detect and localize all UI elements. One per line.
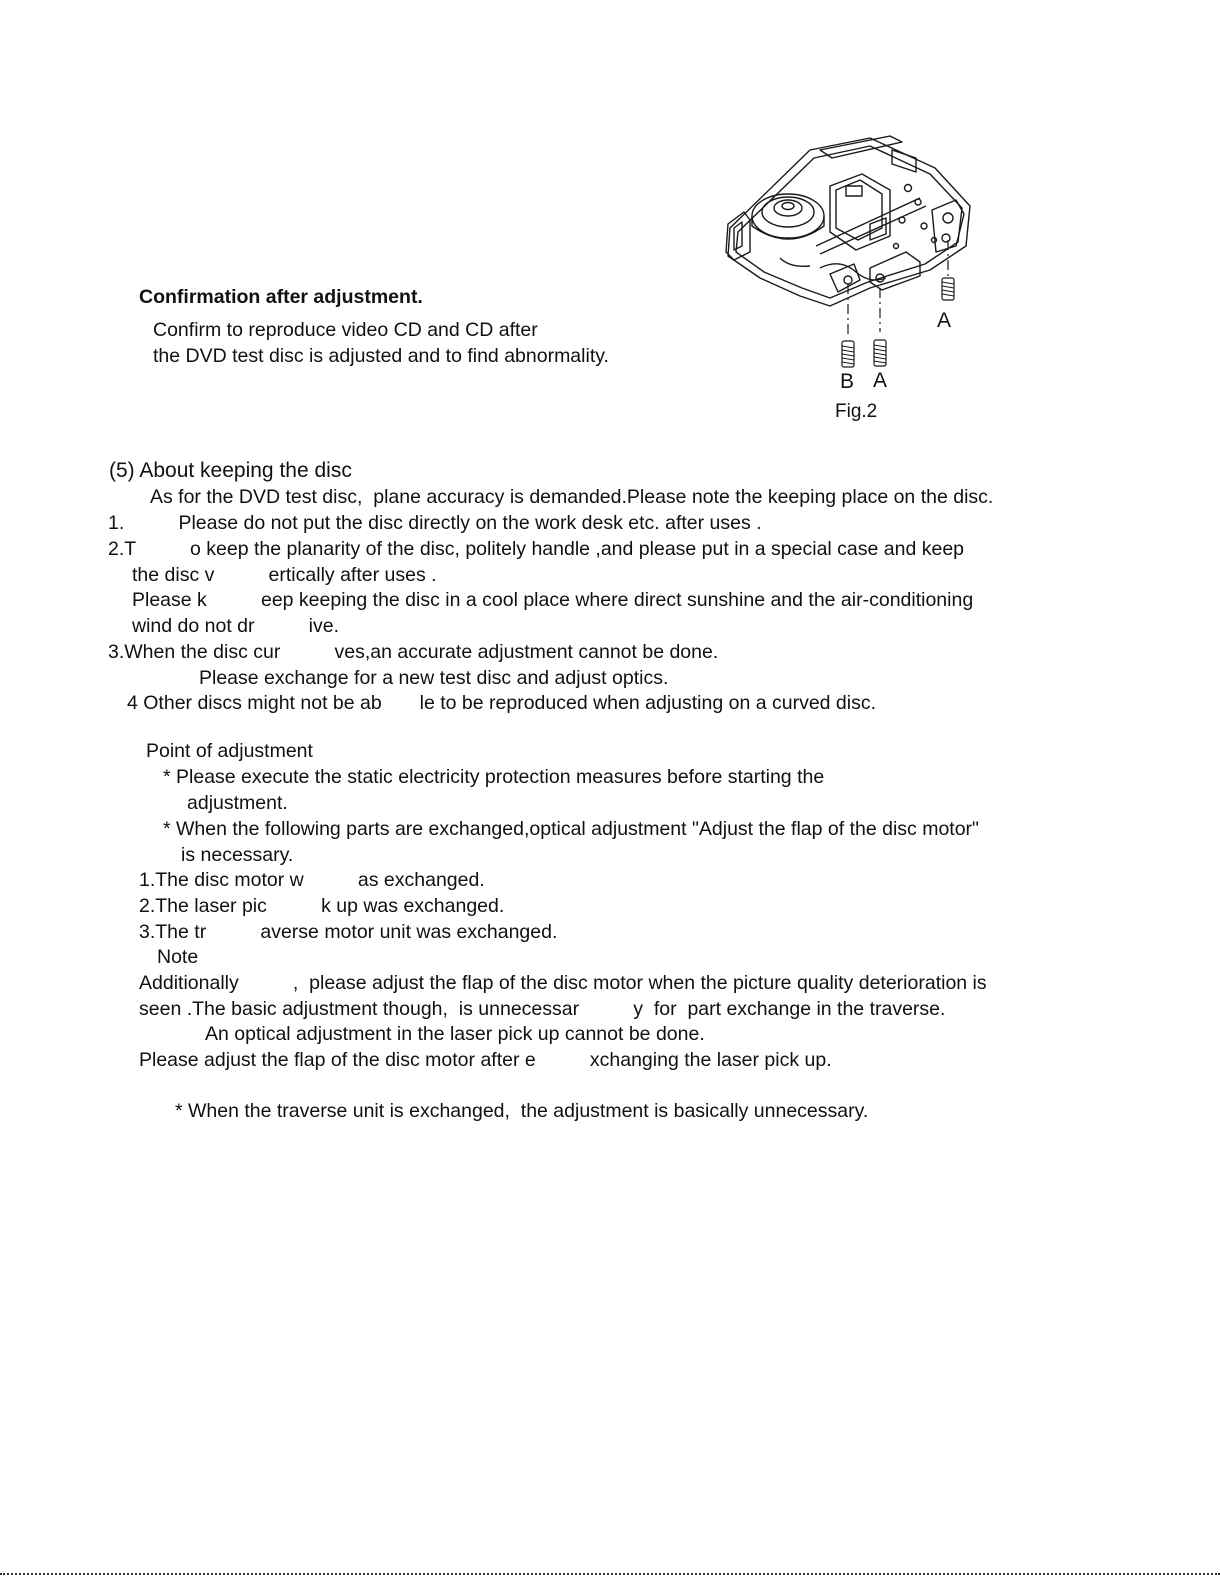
adjustment-screws-b-a [838,338,898,372]
figure-caption: Fig.2 [835,401,878,422]
point-line-3: * When the following parts are exchanged,optical adjustment "Adjust the flap of the disc motor" [163,818,979,840]
section-5-line-2: 1. Please do not put the disc directly on the work desk etc. after uses . [108,512,762,534]
section-5-line-9: 4 Other discs might not be ab le to be reproduced when adjusting on a curved disc. [127,692,877,714]
point-line-8: Additionally , please adjust the flap of the disc motor when the picture quality deterioration is [139,972,987,994]
point-heading: Point of adjustment [146,740,313,762]
section-5-line-3: 2.T o keep the planarity of the disc, politely handle ,and please put in a special case and keep [108,538,965,560]
figure-label-a-right: A [937,309,952,332]
section-5-line-7: 3.When the disc cur ves,an accurate adjustment cannot be done. [108,641,719,663]
point-line-7: 3.The tr averse motor unit was exchanged. [139,921,558,943]
section-5-line-4: the disc v ertically after uses . [132,564,437,586]
point-line-6: 2.The laser pic k up was exchanged. [139,895,505,917]
point-line-1: * Please execute the static electricity protection measures before starting the [163,766,825,788]
figure-label-a-bottom: A [873,369,888,392]
section-5-heading: (5) About keeping the disc [109,459,352,482]
point-line-4: is necessary. [181,844,294,866]
point-line-9: seen .The basic adjustment though, is unnecessar y for part exchange in the traverse. [139,998,946,1020]
confirmation-line-1: Confirm to reproduce video CD and CD after [153,319,538,341]
point-line-10: An optical adjustment in the laser pick up cannot be done. [205,1023,705,1045]
point-line-2: adjustment. [187,792,288,814]
confirmation-heading: Confirmation after adjustment. [139,286,423,308]
point-line-12: * When the traverse unit is exchanged, the adjustment is basically unnecessary. [175,1100,869,1122]
confirmation-line-2: the DVD test disc is adjusted and to find abnormality. [153,345,609,367]
section-5-line-6: wind do not dr ive. [132,615,340,637]
footer-dotted-rule [0,1573,1220,1575]
point-line-5: 1.The disc motor w as exchanged. [139,869,485,891]
section-5-line-1: As for the DVD test disc, plane accuracy is demanded.Please note the keeping place on the disc. [150,486,994,508]
figure-label-b: B [840,370,855,393]
section-5-line-5: Please k eep keeping the disc in a cool place where direct sunshine and the air-conditioning [132,589,974,611]
point-note-label: Note [157,946,199,968]
section-5-line-8: Please exchange for a new test disc and adjust optics. [199,667,669,689]
point-line-11: Please adjust the flap of the disc motor after e xchanging the laser pick up. [139,1049,832,1071]
